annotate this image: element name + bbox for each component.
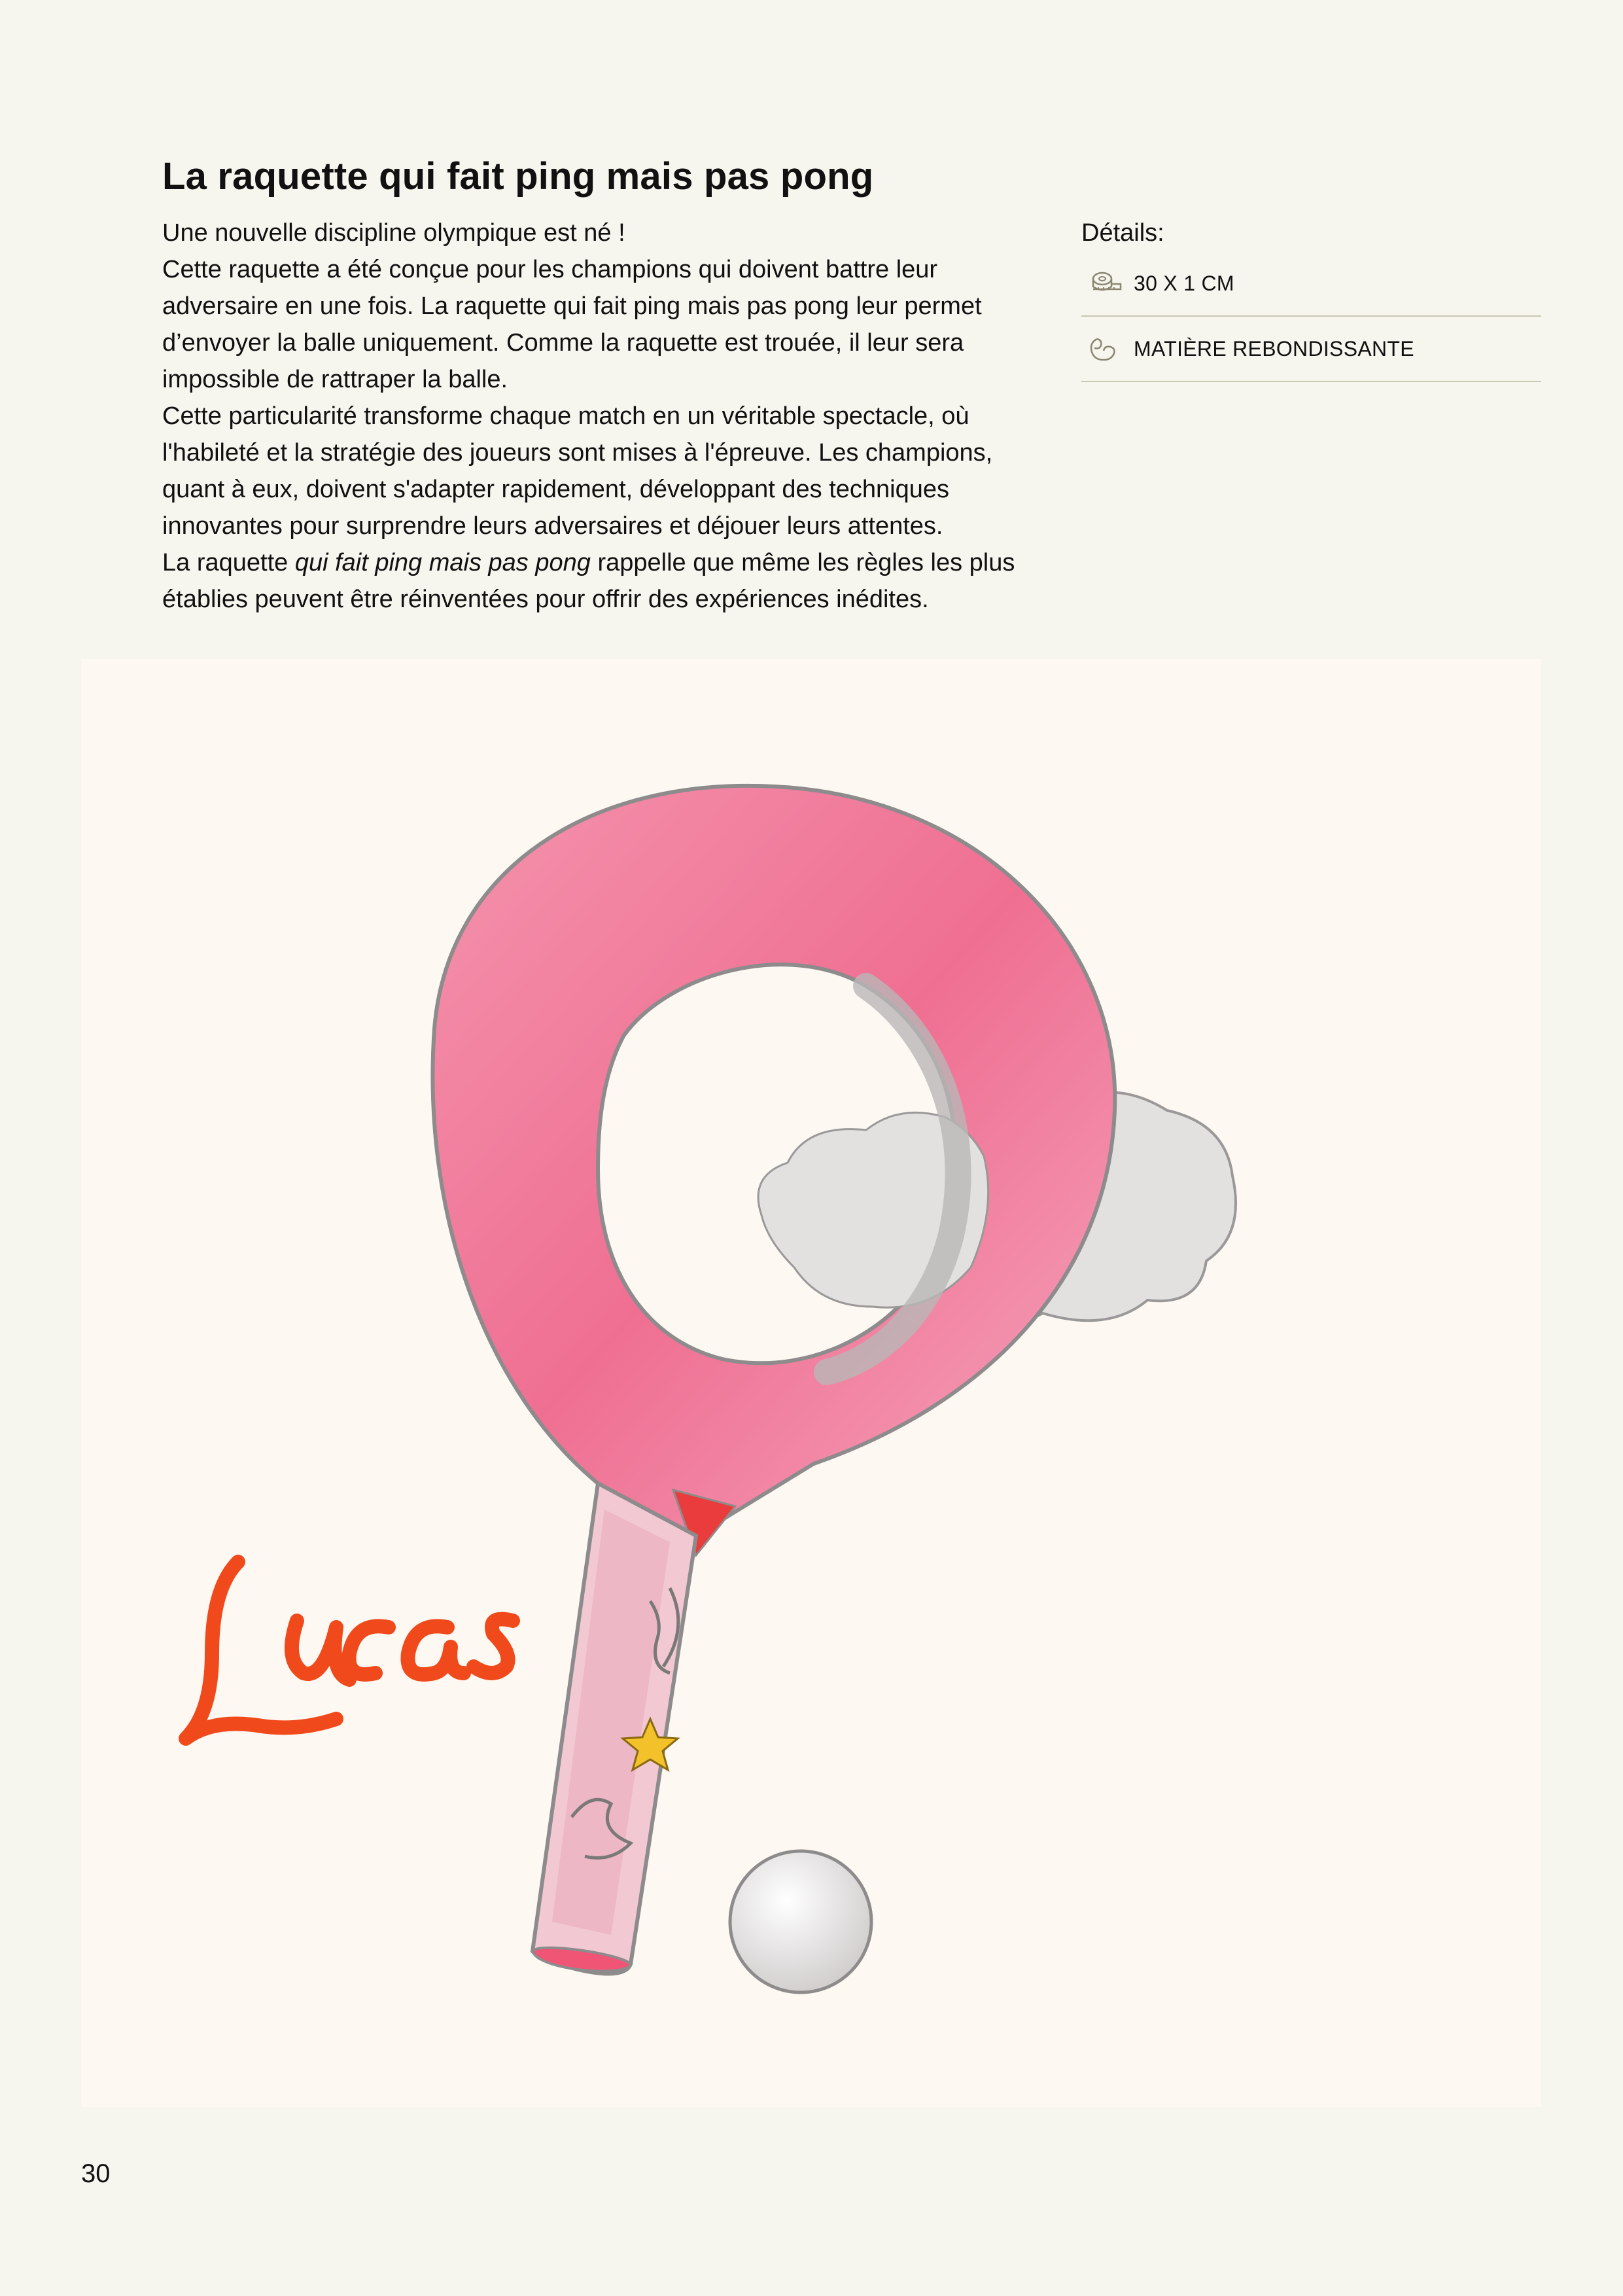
page-number: 30 <box>81 2159 111 2188</box>
measuring-tape-icon <box>1083 268 1122 298</box>
details-panel <box>1081 215 1541 382</box>
description-paragraph <box>162 544 1042 618</box>
description-italic: qui fait ping mais pas pong <box>294 549 591 576</box>
description-paragraph: Cette particularité transforme chaque match en un véritable spectacle, où l'habileté et la stratégie des joueurs sont mises à l'épreuve. Les champions, quant à eux, doivent s'adapter rapidement, développant des techniques innovantes pour surprendre leurs adversaires et déjouer leurs attentes. <box>162 402 993 540</box>
detail-row-dimensions <box>1081 251 1541 317</box>
material-icon <box>1083 334 1122 364</box>
description-text: La raquette <box>162 549 295 576</box>
description-paragraph: Une nouvelle discipline olympique est né ! <box>162 219 625 247</box>
detail-row-material <box>1081 317 1541 382</box>
ball <box>730 1851 871 1992</box>
detail-label: MATIÈRE REBONDISSANTE <box>1134 336 1414 361</box>
detail-label: 30 X 1 CM <box>1134 271 1234 295</box>
description <box>162 215 1042 618</box>
details-title: Détails: <box>1081 219 1164 247</box>
page-title: La raquette qui fait ping mais pas pong <box>162 155 874 198</box>
description-text: rappelle que même les règles les plus établies peuvent être réinventées pour offrir des expériences inédites. <box>162 549 1015 613</box>
signature-logo <box>186 1562 513 1739</box>
racket-drawing <box>81 659 1541 2107</box>
description-paragraph: Cette raquette a été conçue pour les champions qui doivent battre leur adversaire en une fois. La raquette qui fait ping mais pas pong leur permet d’envoyer la balle uniquement. Comme la raquette est trouée, il leur sera impossible de rattraper la balle. <box>162 256 982 393</box>
racket-illustration <box>81 659 1541 2107</box>
